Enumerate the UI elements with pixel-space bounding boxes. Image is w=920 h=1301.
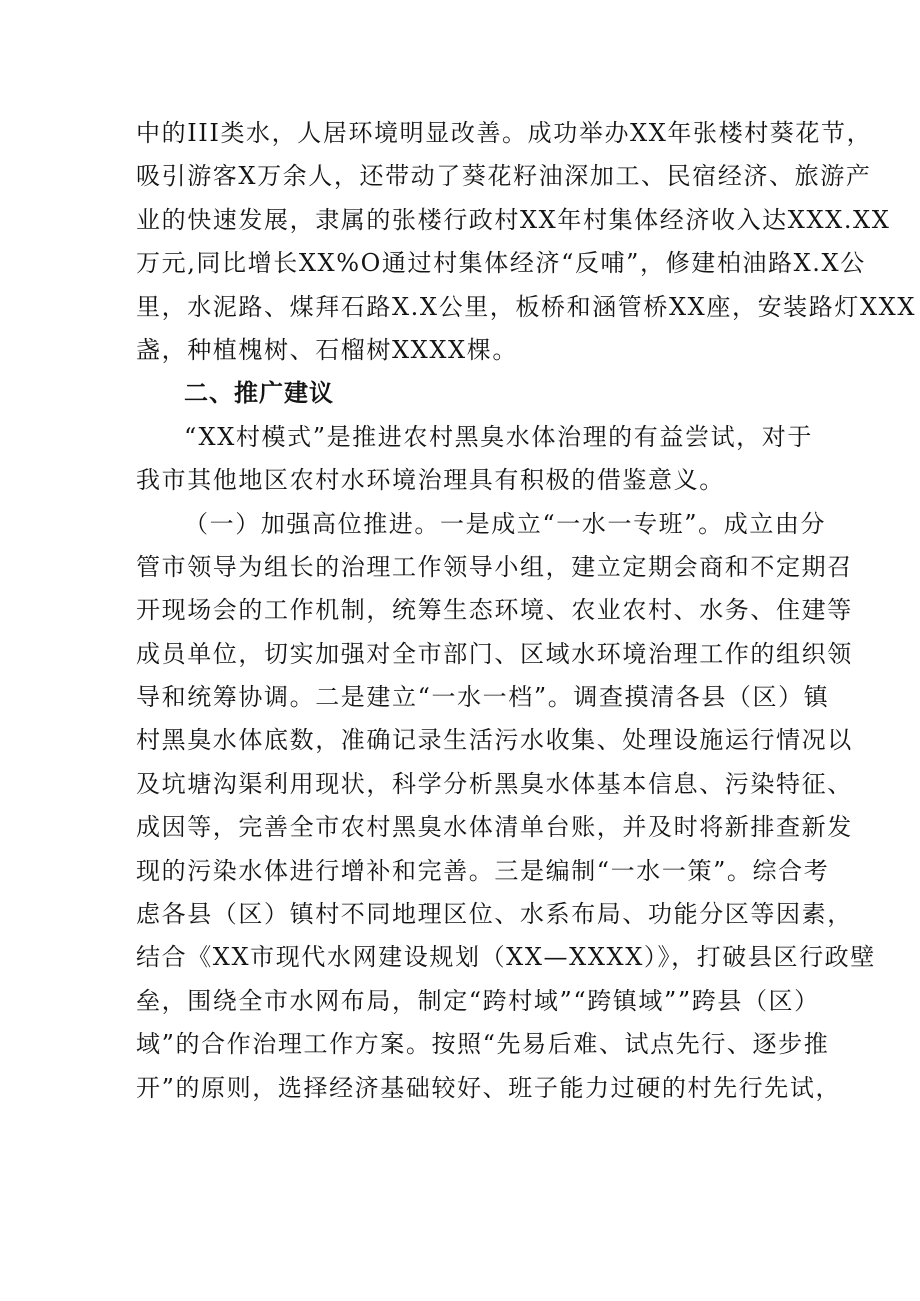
- text-line: 结合《XX市现代水网建设规划（XX—XXXX）》，打破县区行政壁: [136, 943, 876, 972]
- text-line: 虑各县（区）镇村不同地理区位、水系布局、功能分区等因素，: [136, 900, 853, 929]
- document-body: [136, 112, 917, 1110]
- text-line: （一）加强高位推进。一是成立“一水一专班”。成立由分: [184, 509, 827, 538]
- section-heading: 二、推广建议: [184, 379, 334, 408]
- text-line: 开”的原则，选择经济基础较好、班子能力过硬的村先行先试，: [136, 1073, 842, 1102]
- paragraph-recommendation-1: [136, 503, 876, 1110]
- text-line: 域”的合作治理工作方案。按照“先易后难、试点先行、逐步推: [136, 1030, 830, 1059]
- text-line: 导和统筹协调。二是建立“一水一档”。调查摸清各县（区）镇: [136, 683, 830, 712]
- paragraph-intro: [136, 416, 813, 503]
- paragraph-results: [136, 112, 917, 372]
- text-line: 我市其他地区农村水环境治理具有积极的借鉴意义。: [136, 466, 725, 495]
- text-line: 吸引游客X万余人，还带动了葵花籽油深加工、民宿经济、旅游产: [136, 162, 872, 191]
- text-line: “XX村模式”是推进农村黑臭水体治理的有益尝试，对于: [184, 422, 813, 451]
- text-line: 垒，围绕全市水网布局，制定“跨村域”“跨镇域””跨县（区）: [136, 986, 820, 1015]
- text-line: 业的快速发展，隶属的张楼行政村XX年村集体经济收入达XXX.XX: [136, 205, 891, 234]
- text-line: 成因等，完善全市农村黑臭水体清单台账，并及时将新排查新发: [136, 813, 853, 842]
- text-line: 里，水泥路、煤拜石路X.X公里，板桥和涵管桥XX座，安装路灯XXX: [136, 292, 917, 321]
- text-line: 管市领导为组长的治理工作领导小组，建立定期会商和不定期召: [136, 552, 853, 581]
- text-line: 开现场会的工作机制，统筹生态环境、农业农村、水务、住建等: [136, 596, 853, 625]
- text-line: 村黑臭水体底数，准确记录生活污水收集、处理设施运行情况以: [136, 726, 853, 755]
- text-line: 成员单位，切实加强对全市部门、区域水环境治理工作的组织领: [136, 639, 853, 668]
- text-line: 现的污染水体进行增补和完善。三是编制“一水一策”。综合考: [136, 856, 830, 885]
- text-line: 万元,同比增长XX%O通过村集体经济“反哺”，修建柏油路X.X公: [136, 249, 866, 278]
- text-line: 盏，种植槐树、石榴树XXXX棵。: [136, 335, 518, 364]
- text-line: 及坑塘沟渠利用现状，科学分析黑臭水体基本信息、污染特征、: [136, 769, 853, 798]
- text-line: 中的III类水，人居环境明显改善。成功举办XX年张楼村葵花节，: [136, 119, 873, 147]
